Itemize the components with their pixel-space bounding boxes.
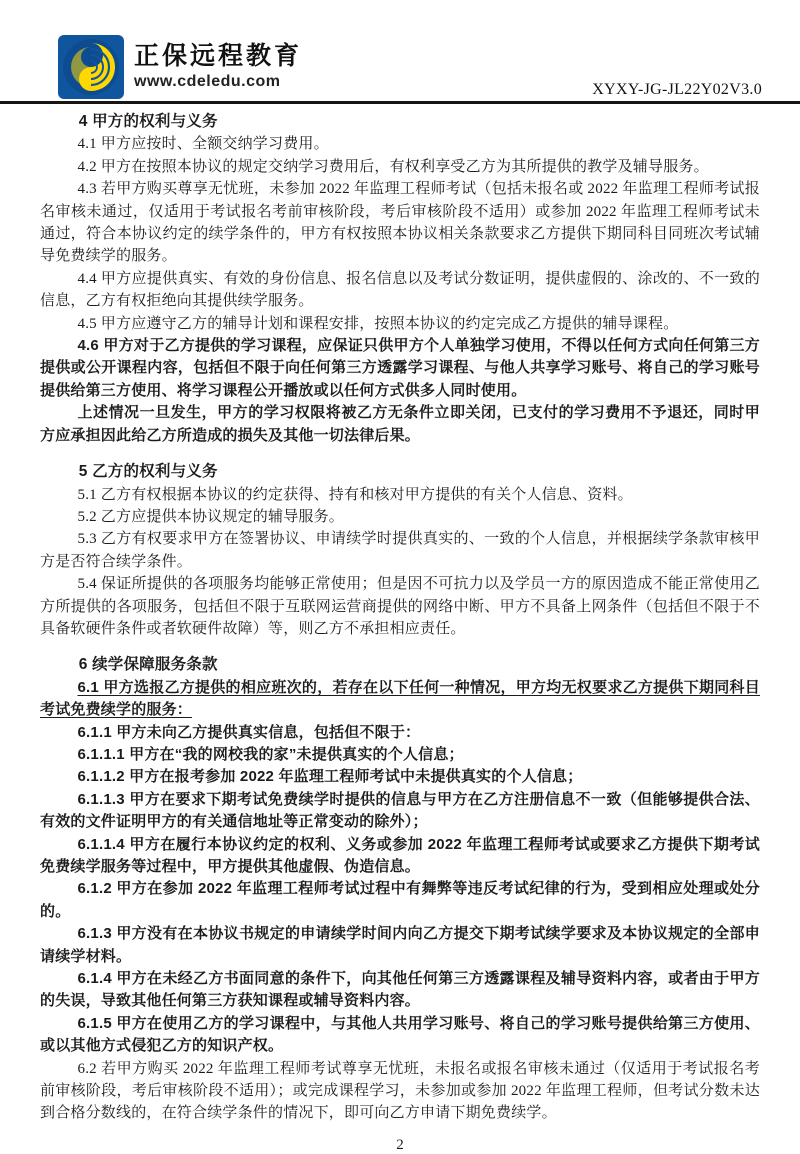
- paragraph: 4.2 甲方在按照本协议的规定交纳学习费用后，有权利享受乙方为其所提供的教学及辅导服务。: [77, 158, 709, 175]
- document-body: [0, 104, 800, 1125]
- paragraph: 6.1.1.3 甲方在要求下期考试免费续学时提供的信息与甲方在乙方注册信息不一致（但能够提供合法、有效的文件证明甲方的有关通信地址等正常变动的除外）；: [40, 790, 760, 831]
- paragraph: 6.1.5 甲方在使用乙方的学习课程中，与其他人共用学习账号、将自己的学习账号提供给第三方使用、或以其他方式侵犯乙方的知识产权。: [40, 1014, 760, 1055]
- paragraph: 4.5 甲方应遵守乙方的辅导计划和课程安排，按照本协议的约定完成乙方提供的辅导课程。: [77, 315, 679, 332]
- paragraph: 6.1.3 甲方没有在本协议书规定的申请续学时间内向乙方提交下期考试续学要求及本协议规定的全部申请续学材料。: [40, 925, 760, 965]
- paragraph: 5.3 乙方有权要求甲方在签署协议、申请续学时提供真实的、一致的个人信息，并根据续学条款审核甲方是否符合续学条件。: [40, 531, 760, 570]
- brand-name: 正保远程教育: [134, 42, 303, 70]
- paragraph: 5.4 保证所提供的各项服务均能够正常使用；但是因不可抗力以及学员一方的原因造成不能正常使用乙方所提供的各项服务，包括但不限于互联网运营商提供的网络中断、甲方不具备上网条件（包括但不限于不具备软硬件条件或者软硬件故障）等，则乙方不承担相应责任。: [40, 576, 760, 637]
- paragraph: 4.4 甲方应提供真实、有效的身份信息、报名信息以及考试分数证明，提供虚假的、涂改的、不一致的信息，乙方有权拒绝向其提供续学服务。: [40, 270, 760, 310]
- brand-website: www.cdeledu.com: [134, 73, 281, 90]
- document-code: XYXY-JG-JL22Y02V3.0: [592, 81, 762, 98]
- paragraph: 4.3 若甲方购买尊享无忧班，未参加 2022 年监理工程师考试（包括未报名或 2022 年监理工程师考试报名审核未通过，仅适用于考试报名考前审核阶段，考后审核阶段不适用）或参加 2022 年监理工程师考试未通过，符合本协议约定的续学条件的，甲方有权按照本协议相关条款要求乙方提供下期同科目同班次考试辅导免费续学的服务。: [40, 181, 760, 265]
- paragraph: 6.1.2 甲方在参加 2022 年监理工程师考试过程中有舞弊等违反考试纪律的行为，受到相应处理或处分的。: [40, 880, 760, 920]
- paragraph: 6.1 甲方选报乙方提供的相应班次的，若存在以下任何一种情况，甲方均无权要求乙方提供下期同科目考试免费续学的服务：: [40, 678, 760, 719]
- brand-text: [134, 44, 302, 90]
- paragraph: 6.1.1.2 甲方在报考参加 2022 年监理工程师考试中未提供真实的个人信息；: [77, 768, 583, 786]
- paragraph: 4.1 甲方应按时、全额交纳学习费用。: [77, 136, 329, 153]
- page-number: 2: [396, 1136, 404, 1153]
- section-heading: 4 甲方的权利与义务: [78, 113, 218, 130]
- paragraph: 6.1.4 甲方在未经乙方书面同意的条件下，向其他任何第三方透露课程及辅导资料内容，或者由于甲方的失误，导致其他任何第三方获知课程或辅导资料内容。: [40, 970, 760, 1010]
- paragraph: 5.2 乙方应提供本协议规定的辅导服务。: [77, 508, 345, 525]
- paragraph: 6.1.1 甲方未向乙方提供真实信息，包括但不限于：: [77, 723, 421, 741]
- page-header: [0, 0, 800, 104]
- section-heading: 5 乙方的权利与义务: [78, 463, 218, 481]
- brand-block: [58, 35, 302, 99]
- paragraph: 6.1.1.1 甲方在“我的网校我的家”未提供真实的个人信息；: [77, 745, 464, 763]
- paragraph: 6.2 若甲方购买 2022 年监理工程师考试尊享无忧班，未报名或报名审核未通过（仅适用于考试报名考前审核阶段，考后审核阶段不适用）；或完成课程学习，未参加或参加 2022 年监理工程师，但考试分数未达到合格分数线的，在符合续学条件的情况下，即可向乙方申请下期免费续学。: [40, 1060, 760, 1122]
- paragraph: 4.6 甲方对于乙方提供的学习课程，应保证只供甲方个人单独学习使用，不得以任何方式向任何第三方提供或公开课程内容，包括但不限于向任何第三方透露学习课程、与他人共享学习账号、将自己的学习账号提供给第三方使用、将学习课程公开播放或以任何方式供多人同时使用。: [40, 337, 760, 399]
- paragraph: 6.1.1.4 甲方在履行本协议约定的权利、义务或参加 2022 年监理工程师考试或要求乙方提供下期考试免费续学服务等过程中，甲方提供其他虚假、伪造信息。: [40, 835, 760, 875]
- section-heading: 6 续学保障服务条款: [78, 656, 218, 674]
- paragraph: 上述情况一旦发生，甲方的学习权限将被乙方无条件立即关闭，已支付的学习费用不予退还，同时甲方应承担因此给乙方所造成的损失及其他一切法律后果。: [40, 404, 760, 444]
- paragraph: 5.1 乙方有权根据本协议的约定获得、持有和核对甲方提供的有关个人信息、资料。: [77, 486, 633, 503]
- swirl-globe-icon: [58, 35, 124, 99]
